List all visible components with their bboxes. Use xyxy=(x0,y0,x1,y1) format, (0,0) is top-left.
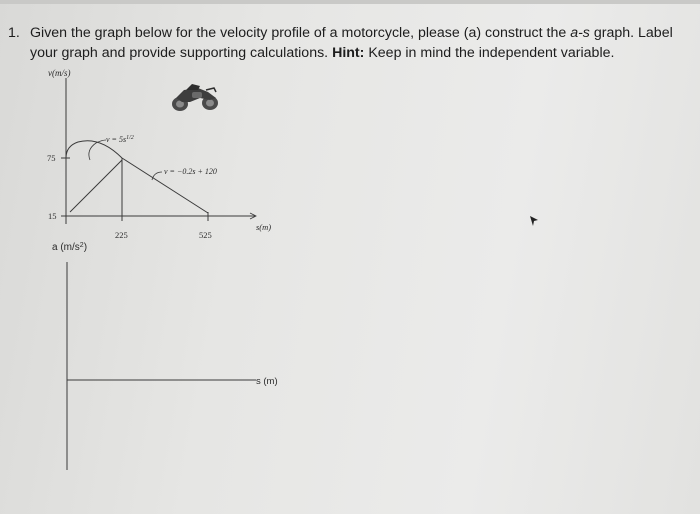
question-number: 1. xyxy=(8,25,20,41)
vs-y-tick-label-75: 75 xyxy=(47,153,56,163)
vs-y-tick-label-15: 15 xyxy=(48,211,57,221)
as-variable: a-s xyxy=(570,25,590,41)
vs-label-hook-1 xyxy=(89,140,106,160)
as-x-axis-label: s (m) xyxy=(256,376,278,387)
vs-segment2-equation: v = −0.2s + 120 xyxy=(164,167,217,176)
vs-rising-line xyxy=(70,160,122,212)
vs-x-axis-label: s(m) xyxy=(256,222,272,232)
vs-y-axis-label: v(m/s) xyxy=(48,68,71,78)
vs-graph xyxy=(47,68,271,240)
hint-label: Hint: xyxy=(332,45,365,61)
vs-x-tick-label-225: 225 xyxy=(115,230,128,240)
question-line-2: your graph and provide supporting calculations. Hint: Keep in mind the independent variable. xyxy=(30,45,615,61)
motorcycle-icon xyxy=(172,84,218,111)
as-graph xyxy=(52,242,278,470)
vs-segment1-equation: $v = 5s^{1/2}$ xyxy=(106,135,134,144)
vs-label-hook-2 xyxy=(152,172,162,180)
vs-x-tick-label-525: 525 xyxy=(199,230,212,240)
cursor-arrow-icon xyxy=(530,216,538,226)
as-y-axis-label: a $(m/s^2)$ xyxy=(52,242,88,253)
question-line-1: 1. Given the graph below for the velocity profile of a motorcycle, please (a) construct the a-s graph. Label xyxy=(8,25,673,41)
